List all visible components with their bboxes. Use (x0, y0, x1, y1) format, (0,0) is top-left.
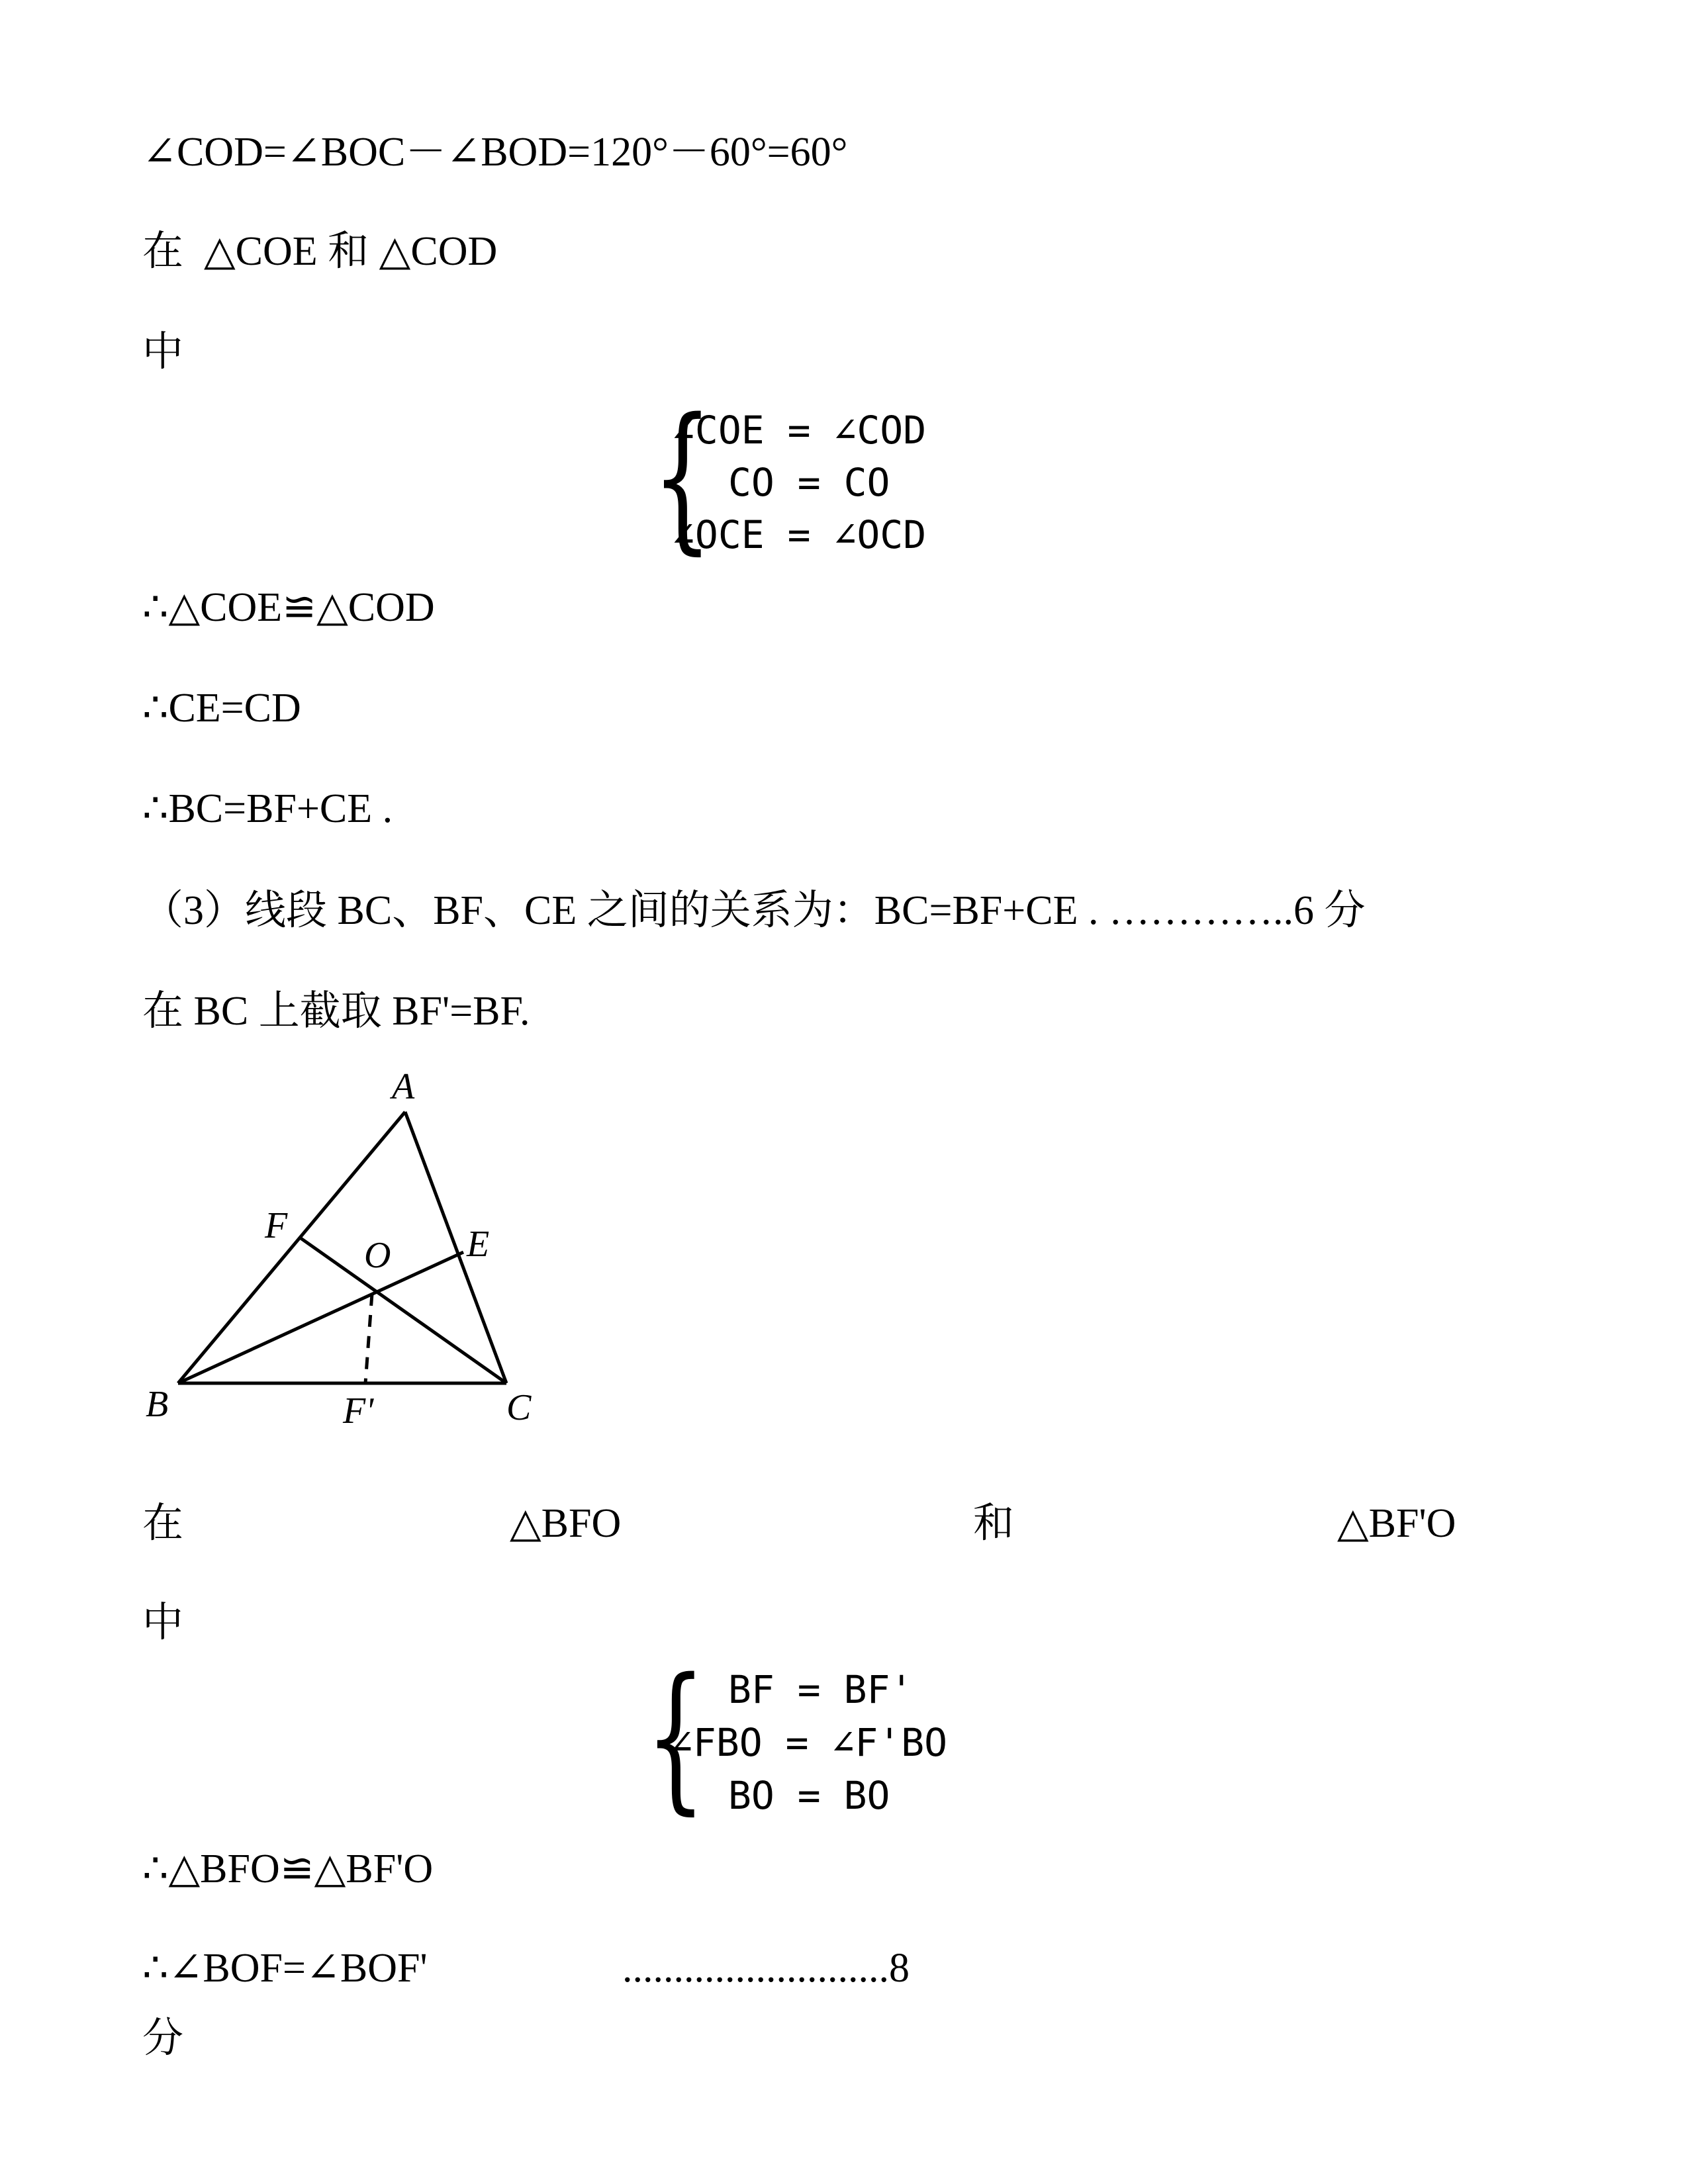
line-angle-bof: ∴∠BOF=∠BOF' (142, 1946, 428, 1991)
line-angle-cod: ∠COD=∠BOC－∠BOD=120°－60°=60° (142, 130, 848, 175)
left-brace-2: { (645, 1644, 706, 1829)
label-f-prime: F' (343, 1390, 374, 1430)
line-zhong-2: 中 (142, 1600, 184, 1645)
line-in-triangles-coe-cod: 在 △COE 和 △COD (142, 229, 498, 274)
label-e: E (467, 1224, 490, 1265)
line-triangle-bfo: △BFO (510, 1501, 622, 1546)
system1-row-1: ∠COE = ∠COD (672, 408, 927, 453)
label-o: O (364, 1235, 391, 1276)
system1-row-2: CO = CO (728, 460, 890, 505)
label-c: C (506, 1387, 532, 1428)
line-zai: 在 (142, 1501, 184, 1546)
line-cut-bf-prime: 在 BC 上截取 BF'=BF. (142, 989, 530, 1034)
system2-row-2: ∠FBO = ∠F'BO (670, 1720, 948, 1765)
label-a: A (392, 1066, 415, 1107)
line-he: 和 (973, 1501, 1015, 1546)
line-part-3-relation: （3）线段 BC、BF、CE 之间的关系为：BC=BF+CE . …………..6 分 (142, 888, 1366, 933)
side-ac (405, 1112, 506, 1383)
left-brace-1: { (652, 384, 713, 569)
system2-row-3: BO = BO (728, 1773, 890, 1818)
system1-row-3: ∠OCE = ∠OCD (672, 512, 927, 557)
system2-row-1: BF = BF' (728, 1667, 914, 1712)
line-congruent-coe-cod: ∴△COE≌△COD (142, 585, 435, 630)
segment-be (178, 1252, 463, 1383)
label-f: F (265, 1205, 288, 1246)
line-fen: 分 (142, 2016, 184, 2061)
line-bc-equals-bf-ce: ∴BC=BF+CE . (142, 786, 393, 831)
label-b: B (146, 1384, 169, 1425)
triangle-figure (132, 1059, 583, 1430)
line-congruent-bfo: ∴△BFO≌△BF'O (142, 1846, 434, 1891)
line-ce-equals-cd: ∴CE=CD (142, 686, 301, 731)
line-zhong-1: 中 (142, 330, 184, 375)
line-triangle-bf-prime-o: △BF'O (1337, 1501, 1456, 1546)
line-score-8: ..........................8 (622, 1946, 910, 1991)
segment-of-prime (365, 1294, 372, 1383)
